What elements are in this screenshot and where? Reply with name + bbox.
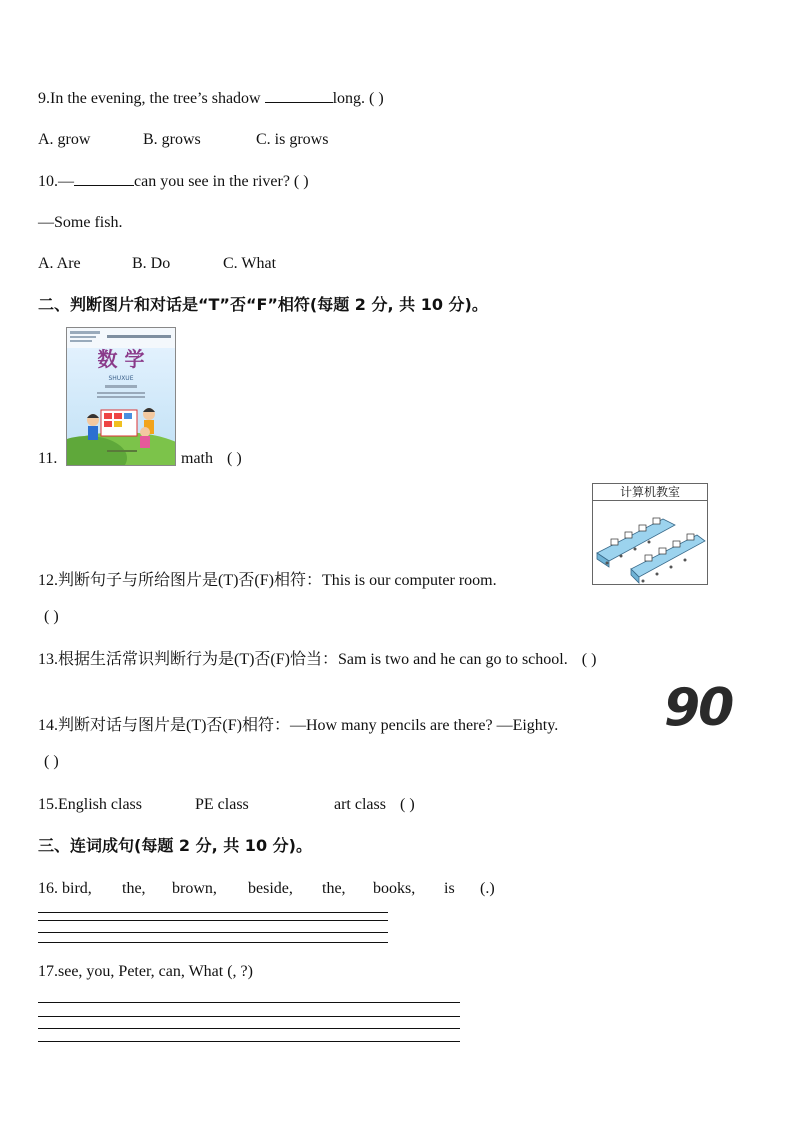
math-textbook-image (66, 327, 176, 466)
option-c[interactable]: C. is grows (256, 131, 329, 148)
book-pinyin: SHUXUE (108, 375, 134, 382)
word: 16. bird, (38, 880, 92, 897)
option-b[interactable]: B. grows (143, 131, 201, 148)
computer-room-drawing (593, 501, 707, 585)
question-11-word (181, 449, 242, 469)
question-15-art: art class (334, 796, 386, 813)
answer-parentheses[interactable]: ( ) (581, 651, 597, 668)
answer-parentheses[interactable]: ( ) (227, 450, 242, 467)
question-11 (38, 449, 57, 469)
question-17: 17.see, you, Peter, can, What (, ?) (38, 963, 253, 980)
question-11-num: 11. (38, 450, 58, 467)
option-c[interactable]: C. What (223, 255, 277, 272)
word: is (444, 880, 455, 897)
question-15 (38, 795, 415, 815)
option-b[interactable]: B. Do (132, 255, 171, 272)
question-15-pe: PE class (195, 796, 249, 813)
word: the, (122, 880, 146, 897)
word: the, (322, 880, 346, 897)
book-title: 数 学 (97, 347, 145, 371)
question-10-text: can you see in the river? ( ) (134, 173, 309, 190)
word: beside, (248, 880, 293, 897)
question-13 (38, 650, 596, 670)
question-11-math: math (181, 450, 213, 467)
question-9-end: long. ( ) (332, 90, 384, 107)
question-10-answer: —Some fish. (38, 214, 123, 231)
math-textbook-cover (67, 328, 175, 465)
question-16 (38, 879, 495, 899)
answer-parentheses[interactable]: ( ) (399, 796, 415, 813)
computer-room-image (592, 483, 708, 585)
ninety-image: 90 (664, 678, 733, 738)
option-a[interactable]: A. Are (38, 255, 81, 272)
question-10 (38, 171, 309, 192)
answer-parentheses[interactable]: ( ) (44, 753, 59, 770)
question-9-options (38, 130, 328, 150)
computer-room-label: 计算机教室 (593, 484, 707, 501)
answer-parentheses[interactable]: ( ) (44, 608, 59, 625)
word: books, (373, 880, 416, 897)
question-14: 14.判断对话与图片是(T)否(F)相符：—How many pencils are there? —Eighty. (38, 717, 559, 734)
section-2-heading: 二、判断图片和对话是“T”否“F”相符(每题 2 分, 共 10 分)。 (38, 295, 488, 314)
word: (.) (480, 880, 495, 897)
option-a[interactable]: A. grow (38, 131, 91, 148)
question-9-text: 9.In the evening, the tree’s shadow (38, 90, 265, 107)
question-13-text: 13.根据生活常识判断行为是(T)否(F)恰当：Sam is two and he can go to school. (38, 651, 568, 668)
section-3-heading: 三、连词成句(每题 2 分, 共 10 分)。 (38, 836, 312, 855)
word: brown, (172, 880, 217, 897)
answer-blank[interactable] (74, 171, 134, 186)
question-10-num: 10.— (38, 173, 74, 190)
question-10-options (38, 254, 276, 274)
question-9 (38, 88, 384, 109)
question-15-english: 15.English class (38, 796, 142, 813)
question-12: 12.判断句子与所给图片是(T)否(F)相符：This is our computer room. (38, 572, 497, 589)
answer-blank[interactable] (265, 88, 333, 103)
